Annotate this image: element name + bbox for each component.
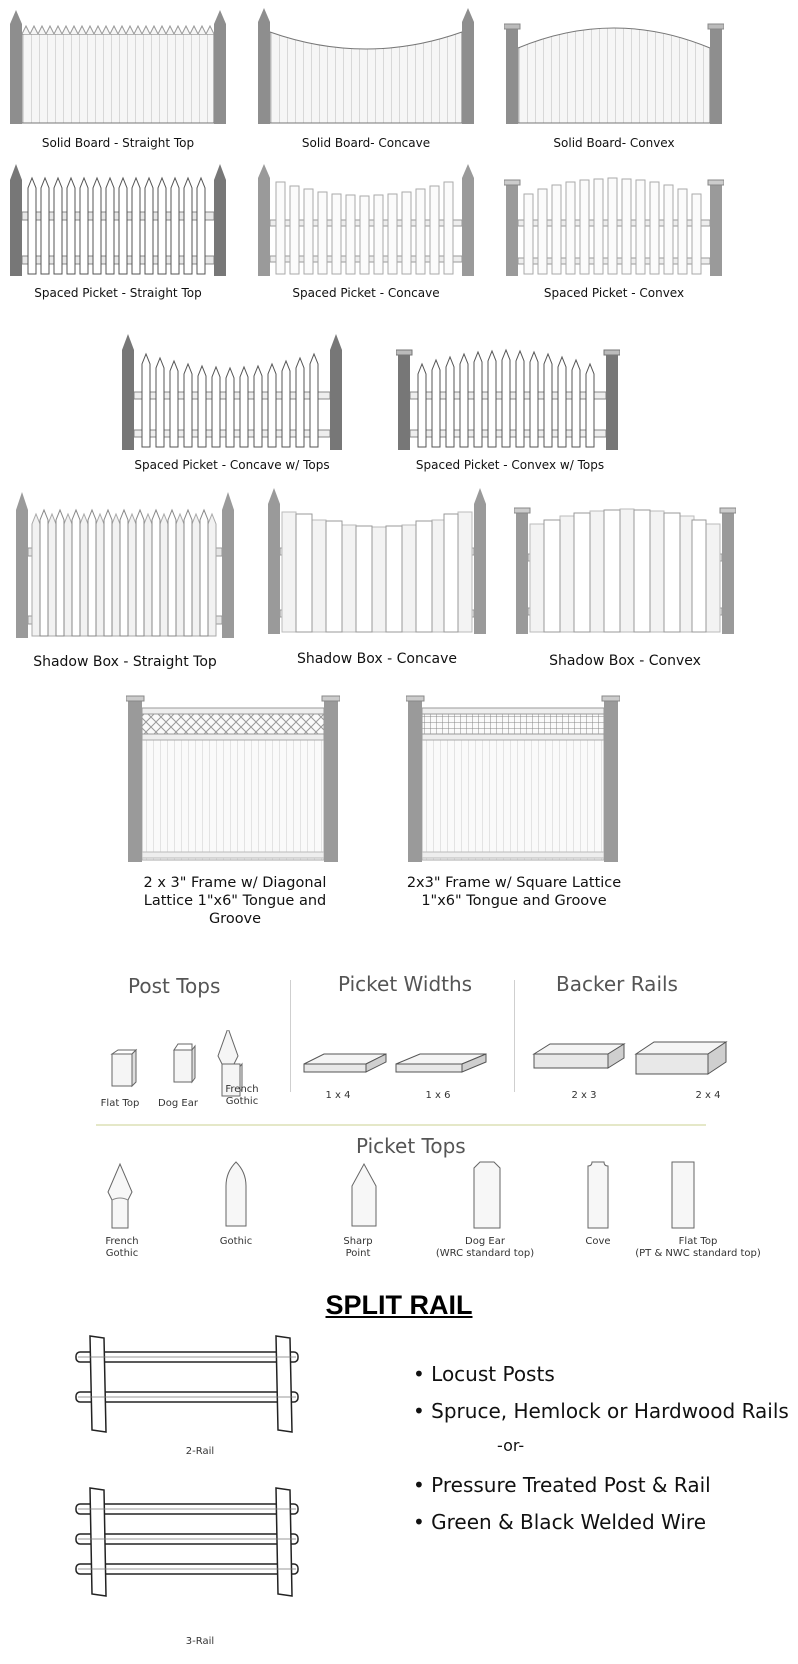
fence-drawing — [256, 160, 476, 276]
shadow-box-convex-illustration — [514, 500, 736, 636]
spaced-picket-concave-illustration — [256, 160, 476, 276]
picket-top-dog-ear-note: (WRC standard top) — [435, 1248, 535, 1259]
spaced-picket-convex-illustration — [504, 172, 724, 276]
picket-top-dog-ear-name: Dog Ear — [465, 1236, 505, 1247]
caption-lattice-diagonal: 2 x 3" Frame w/ Diagonal Lattice 1"x6" Tongue and Groove — [143, 875, 327, 927]
fence-drawing — [406, 692, 620, 864]
option-locust-posts: • Locust Posts — [413, 1362, 555, 1386]
solid-board-straight-top-illustration — [8, 6, 228, 126]
picket-tops-illustration — [100, 1160, 730, 1230]
caption-spaced-convex: Spaced Picket - Convex — [543, 286, 685, 300]
option-welded-wire: • Green & Black Welded Wire — [413, 1510, 706, 1534]
three-rail-label: 3-Rail — [185, 1636, 215, 1647]
divider — [514, 980, 515, 1092]
diagonal-lattice-fence-illustration — [126, 692, 340, 864]
caption-spaced-convex-tops: Spaced Picket - Convex w/ Tops — [415, 458, 605, 472]
caption-solid-concave: Solid Board- Concave — [301, 136, 431, 150]
caption-shadow-straight: Shadow Box - Straight Top — [33, 654, 217, 670]
post-tops-heading: Post Tops — [128, 974, 221, 998]
post-top-flat-label: Flat Top — [100, 1098, 140, 1109]
solid-board-concave-illustration — [256, 6, 476, 126]
picket-top-flat-label — [628, 1236, 768, 1260]
picket-width-1x6-label: 1 x 6 — [425, 1090, 451, 1101]
fence-drawing — [514, 500, 736, 636]
option-rails: • Spruce, Hemlock or Hardwood Rails — [413, 1399, 789, 1423]
spaced-picket-concave-with-tops-illustration — [120, 332, 344, 450]
fence-drawing — [266, 486, 488, 636]
spaced-picket-convex-with-tops-illustration — [396, 344, 620, 450]
picket-top-dog-ear-label — [420, 1236, 550, 1260]
post-top-dog-ear-label: Dog Ear — [158, 1098, 198, 1109]
three-rail-illustration — [70, 1486, 320, 1600]
backer-rails-heading: Backer Rails — [556, 972, 678, 996]
divider — [290, 980, 291, 1092]
picket-top-french-gothic-label: French Gothic — [105, 1236, 139, 1259]
caption-solid-convex: Solid Board- Convex — [553, 136, 675, 150]
caption-spaced-concave-tops: Spaced Picket - Concave w/ Tops — [134, 458, 330, 472]
fence-drawing — [126, 692, 340, 864]
fence-drawing — [396, 344, 620, 450]
caption-shadow-concave: Shadow Box - Concave — [296, 651, 458, 667]
two-rail-label: 2-Rail — [185, 1446, 215, 1457]
caption-shadow-convex: Shadow Box - Convex — [549, 653, 701, 669]
shadow-box-straight-top-illustration — [14, 490, 236, 640]
option-pressure-treated: • Pressure Treated Post & Rail — [413, 1473, 711, 1497]
square-lattice-fence-illustration — [406, 692, 620, 864]
caption-spaced-straight: Spaced Picket - Straight Top — [34, 286, 202, 300]
fence-drawing — [504, 14, 724, 126]
picket-width-1x4-label: 1 x 4 — [325, 1090, 351, 1101]
caption-solid-straight: Solid Board - Straight Top — [41, 136, 195, 150]
picket-top-cove-label: Cove — [585, 1236, 611, 1247]
backer-rails-illustration — [530, 1038, 730, 1082]
split-rail-options-list — [413, 1362, 789, 1547]
option-or-separator: -or- — [497, 1436, 525, 1455]
spaced-picket-straight-top-illustration — [8, 160, 228, 276]
fence-drawing — [504, 172, 724, 276]
backer-rails-drawing — [530, 1038, 730, 1082]
backer-rail-2x4-label: 2 x 4 — [695, 1090, 721, 1101]
post-tops-illustration — [104, 1030, 264, 1126]
picket-top-sharp-point-label: Sharp Point — [343, 1236, 373, 1259]
fence-drawing — [120, 332, 344, 450]
shadow-box-concave-illustration — [266, 486, 488, 636]
solid-board-convex-illustration — [504, 14, 724, 126]
divider — [96, 1124, 706, 1126]
caption-spaced-concave: Spaced Picket - Concave — [292, 286, 440, 300]
post-tops-drawing — [104, 1030, 264, 1126]
picket-widths-heading: Picket Widths — [338, 972, 473, 996]
picket-top-gothic-label: Gothic — [219, 1236, 253, 1247]
picket-tops-drawing — [100, 1160, 730, 1230]
picket-widths-illustration — [300, 1046, 500, 1086]
fence-drawing — [14, 490, 236, 640]
backer-rail-2x3-label: 2 x 3 — [571, 1090, 597, 1101]
fence-drawing — [8, 6, 228, 126]
two-rail-drawing — [70, 1334, 320, 1436]
three-rail-drawing — [70, 1486, 320, 1600]
fence-drawing — [256, 6, 476, 126]
two-rail-illustration — [70, 1334, 320, 1436]
caption-lattice-square: 2x3" Frame w/ Square Lattice 1"x6" Tongue and Groove — [406, 875, 622, 909]
split-rail-title: SPLIT RAIL — [325, 1290, 473, 1320]
fence-drawing — [8, 160, 228, 276]
picket-tops-heading: Picket Tops — [356, 1134, 466, 1158]
picket-top-flat-name: Flat Top — [678, 1236, 718, 1247]
post-top-french-gothic-label: French Gothic — [225, 1084, 259, 1107]
picket-widths-drawing — [300, 1046, 500, 1086]
picket-top-flat-note: (PT & NWC standard top) — [635, 1248, 761, 1259]
